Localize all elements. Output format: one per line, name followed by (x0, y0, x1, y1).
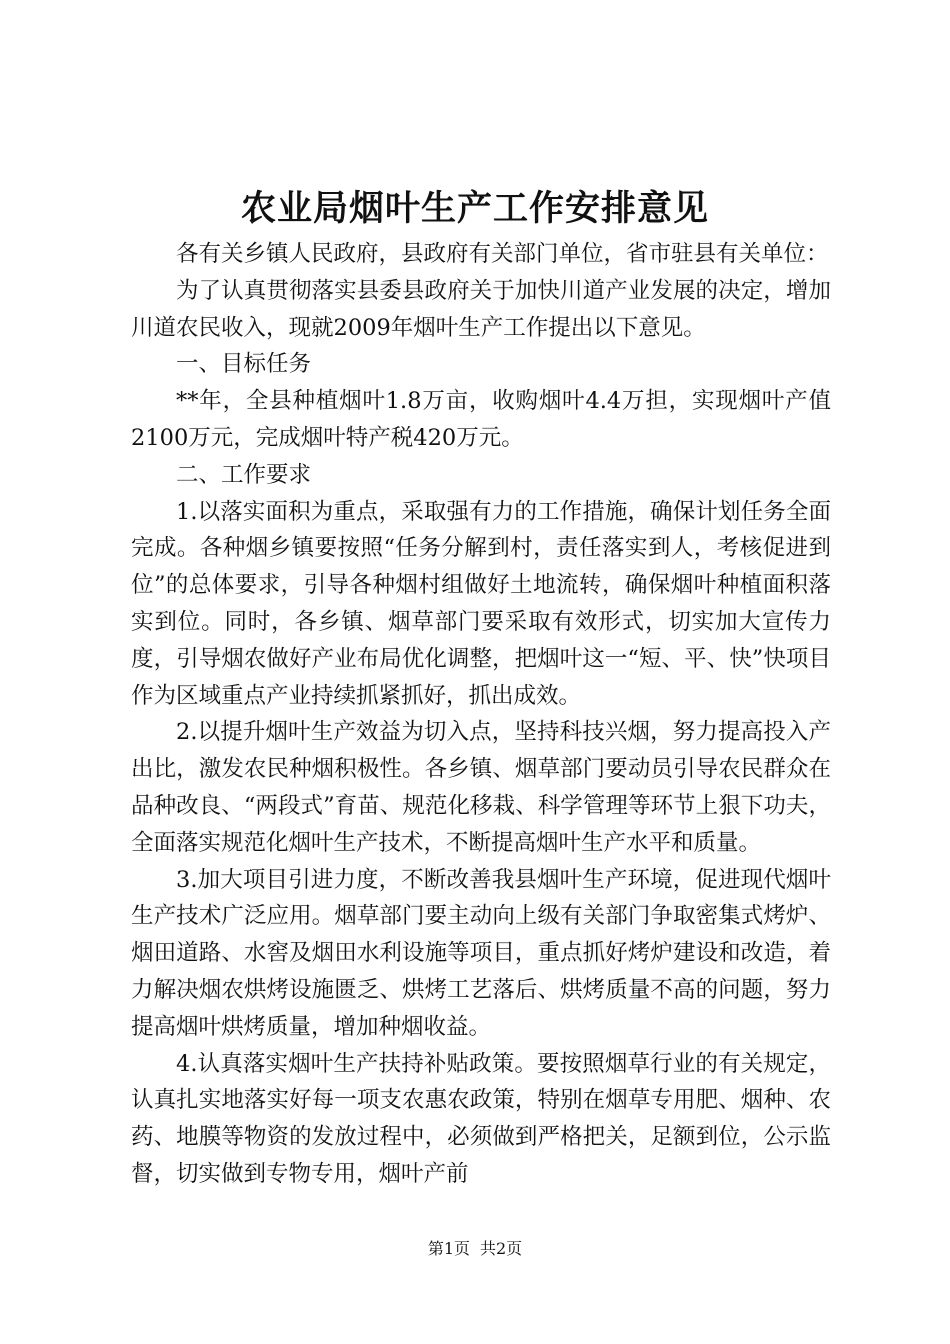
section-heading-goals: 一、目标任务 (176, 351, 312, 378)
paragraph-requirement-2: 2.以提升烟叶生产效益为切入点，坚持科技兴烟，努力提高投入产出比，激发农民种烟积极性。各乡镇、烟草部门要动员引导农民群众在品种改良、“两段式”育苗、规范化移栽、科学管理等环节上狠下功夫，全面落实规范化烟叶生产技术，不断提高烟叶生产水平和质量。 (131, 719, 831, 856)
page-number: 第1页 (427, 1239, 470, 1258)
paragraph-requirement-4: 4.认真落实烟叶生产扶持补贴政策。要按照烟草行业的有关规定，认真扎实地落实好每一项支农惠农政策，特别在烟草专用肥、烟种、农药、地膜等物资的发放过程中，必须做到严格把关，足额到位，公示监督，切实做到专物专用，烟叶产前 (131, 1050, 831, 1187)
paragraph-requirement-1: 1.以落实面积为重点，采取强有力的工作措施，确保计划任务全面完成。各种烟乡镇要按照“任务分解到村，责任落实到人，考核促进到位”的总体要求，引导各种烟村组做好土地流转，确保烟叶种植面积落实到位。同时，各乡镇、烟草部门要采取有效形式，切实加大宣传力度，引导烟农做好产业布局优化调整，把烟叶这一“短、平、快”快项目作为区域重点产业持续抓紧抓好，抓出成效。 (131, 498, 831, 709)
page-total: 共2页 (480, 1239, 523, 1258)
paragraph-salutation: 各有关乡镇人民政府，县政府有关部门单位，省市驻县有关单位： (176, 241, 829, 267)
paragraph-goals: **年，全县种植烟叶1.8万亩，收购烟叶4.4万担，实现烟叶产值2100万元，完成烟叶特产税420万元。 (131, 388, 831, 451)
document-body (131, 236, 831, 1193)
document-title: 农业局烟叶生产工作安排意见 (240, 188, 709, 229)
paragraph-intro: 为了认真贯彻落实县委县政府关于加快川道产业发展的决定，增加川道农民收入，现就2009年烟叶生产工作提出以下意见。 (131, 277, 831, 341)
section-heading-requirements: 二、工作要求 (176, 461, 312, 488)
page-footer (0, 1238, 950, 1260)
paragraph-requirement-3: 3.加大项目引进力度，不断改善我县烟叶生产环境，促进现代烟叶生产技术广泛应用。烟草部门要主动向上级有关部门争取密集式烤炉、烟田道路、水窖及烟田水利设施等项目，重点抓好烤炉建设和改造，着力解决烟农烘烤设施匮乏、烘烤工艺落后、烘烤质量不高的问题，努力提高烟叶烘烤质量，增加种烟收益。 (131, 866, 831, 1040)
